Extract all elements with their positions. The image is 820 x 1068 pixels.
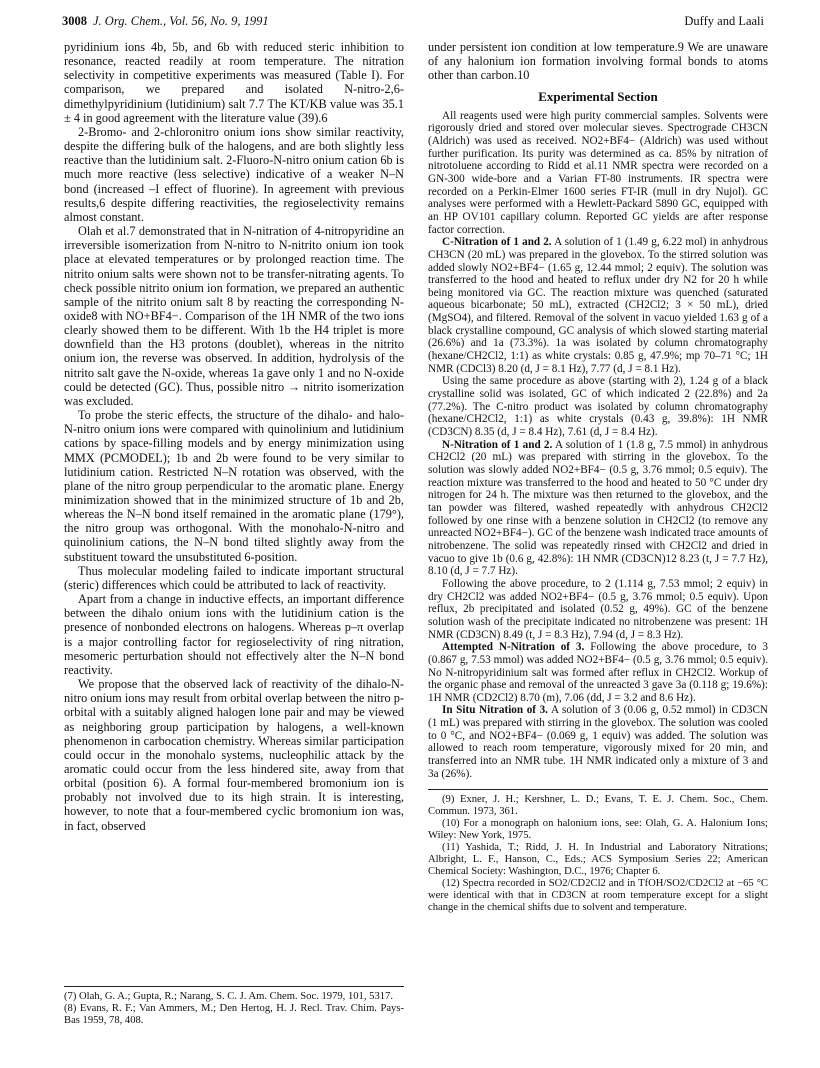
runin-heading: Attempted N-Nitration of 3. [442,641,585,654]
footnote: (7) Olah, G. A.; Gupta, R.; Narang, S. C. J. Am. Chem. Soc. 1979, 101, 5317. [64,991,393,1002]
footnote: (12) Spectra recorded in SO2/CD2Cl2 and in TfOH/SO2/CD2Cl2 at −65 °C were identical with that in CD3CN at room temperature except for a slight change in the chemical shifts due to solvent and temperature. [428,878,768,914]
paragraph: Olah et al.7 demonstrated that in N-nitration of 4-nitropyridine an irreversible isomerization from N-nitro to N-nitrito onium ion took place at elevated temperatures or by prolonged reaction time. The nitrito onium salts were shown not to be transfer-nitrating agents. To check possible nitrito onium ion formation, we prepared an authentic sample of the nitrito onium salt 8 by reacting the corresponding N-oxide8 with NO+BF4−. Comparison of the 1H NMR of the two ions clearly showed them to be different. With 1b the H4 triplet is more downfield than the H3 protons (doublet), whereas in the nitrito onium ion, the reverse was observed. In addition, hydrolysis of the nitrito salt gave the N-oxide, whereas 1a gave only 1 and no N-oxide could be detected (GC). Thus, possible nitro → nitrito isomerization was excluded. [64,224,404,408]
right-column [428,40,768,914]
paragraph: Following the above procedure, to 2 (1.114 g, 7.53 mmol; 2 equiv) in dry CH2Cl2 was added NO2+BF4− (0.5 g, 3.76 mmol; 0.5 equiv). Upon reflux, 2b precipitated and isolated (0.52 g, 49%). GC of the benzene solution wash of the precipitate indicated no nitrobenzene was present: 1H NMR (CD3CN) 8.49 (t, J = 8.3 Hz), 7.94 (d, J = 8.3 Hz). [428,577,768,641]
section-title: Experimental Section [538,89,658,105]
paragraph: under persistent ion condition at low temperature.9 We are unaware of any halonium ion formation involving formal bonds to atoms other than carbon.10 [428,40,768,83]
header-left [62,14,269,29]
paragraph [428,704,768,780]
paragraph: Using the same procedure as above (starting with 2), 1.24 g of a black crystalline solid was isolated, GC of which indicated 2 (22.8%) and 2a (77.2%). The C-nitro product was isolated by column chromatography (hexane/CH2Cl2, 1:1) as white crystals (0.43 g, 39.8%): 1H NMR (CD3CN) 8.35 (d, J = 8.4 Hz), 7.61 (d, J = 8.4 Hz). [428,375,768,439]
paragraph: We propose that the observed lack of reactivity of the dihalo-N-nitro onium ions may result from orbital overlap between the nitro p-orbital with a suitably aligned halogen lone pair and may be viewed as neighboring group participation by halogens, a well-known phenomenon in carbocation chemistry. Whereas similar participation could occur in the monohalo systems, nucleophilic attack by the aromatic could occur from the less hindered site, away from that orbital (position 6). A formal four-membered bromonium ion is probably not involved due to its high strain. It is interesting, however, to note that a four-membered cyclic bromonium ion was, in fact, observed [64,677,404,833]
runin-heading: C-Nitration of 1 and 2. [442,236,552,249]
paragraph [428,641,768,704]
left-column [64,40,404,833]
footnote: (8) Evans, R. F.; Van Ammers, M.; Den Hertog, H. J. Recl. Trav. Chim. Pays-Bas 1959, 78, 408. [64,1003,404,1026]
paragraph: Apart from a change in inductive effects, an important difference between the dihalo onium ions with the lutidinium cation is the presence of nonbonded electrons on halogens. Whereas p–π overlap is a major controlling factor for regioselectivity of ring nitration, mesomeric perturbation should not effectively alter the N–N bond reactivity. [64,592,404,677]
left-footnotes [64,977,404,1027]
paragraph [428,236,768,375]
footnote-rule [428,789,768,790]
paragraph: Thus molecular modeling failed to indicate important structural (steric) differences which could be attributed to lack of reactivity. [64,563,404,592]
footnote: (9) Exner, J. H.; Kershner, L. D.; Evans, T. E. J. Chem. Soc., Chem. Commun. 1973, 361. [428,794,768,818]
experimental-body [428,110,768,781]
header-authors: Duffy and Laali [684,14,764,28]
footnote: (11) Yashida, T.; Ridd, J. H. In Industrial and Laboratory Nitrations; Albright, L. F., Hanson, C., Eds.; ACS Symposium Series 22; American Chemical Society: Washington, D.C., 1976; Chapter 6. [428,842,768,878]
paragraph [428,439,768,578]
runin-heading: In Situ Nitration of 3. [442,704,548,717]
running-header [62,14,764,32]
footnote: (10) For a monograph on halonium ions, see: Olah, G. A. Halonium Ions; Wiley: New York, 1975. [428,818,768,842]
runin-heading: N-Nitration of 1 and 2. [442,438,553,451]
paragraph-text: Following the above procedure, to 3 (0.867 g, 7.53 mmol) was added NO2+BF4− (0.5 g, 3.76 mmol; 0.5 equiv). No N-nitropyridinium salt was formed after reflux in CH2Cl2. Workup of the organic phase and removal of the unreacted 3 gave 3a (0.118 g; 19.6%): 1H NMR (CD2Cl2) 8.70 (m), 7.06 (dd, J = 3.2 and 8.6 Hz). [428,641,768,704]
paragraph: pyridinium ions 4b, 5b, and 6b with reduced steric inhibition to resonance, reacted readily at room temperature. The nitration selectivity in competitive experiments was measured (Table I). For comparison, we prepared and isolated N-nitro-2,6-dimethylpyridinium (lutidinium) salt 7.7 The KT/KB value was 35.1 ± 4 in good agreement with the literature value (39).6 [64,40,404,125]
paragraph-text: A solution of 1 (1.8 g, 7.5 mmol) in anhydrous CH2Cl2 (20 mL) was prepared with stirring in the glovebox. To the solution was slowly added NO2+BF4− (0.5 g, 3.76 mmol; 0.5 equiv). The reaction mixture was transferred to the hood and heated to 50 °C under dry nitrogen for 24 h. The mixture was then returned to the glovebox, and the tan powder was filtered, washed repeatedly with anhydrous CH2Cl2 followed by one rinse with a benzene solution in CH2Cl2 (to remove any unreacted NO2+BF4−). GC of the benzene wash indicated trace amounts of nitrobenzene. The solid was repeatedly rinsed with CH2Cl2 and dried in vacuo to give 1b (0.6 g, 42.8%): 1H NMR (CD3CN)12 8.23 (t, J = 7.7 Hz), 8.10 (d, J = 7.7 Hz). [428,438,768,578]
paragraph-text: A solution of 1 (1.49 g, 6.22 mol) in anhydrous CH3CN (20 mL) was prepared in the glovebox. To the stirred solution was added slowly NO2+BF4− (1.65 g, 12.44 mmol; 2 equiv). The solution was transferred to the hood and heated to reflux under dry N2 for 20 h while being monitored via GC. The reaction mixture was quenched (saturated aqueous bicarbonate; 50 mL), extracted (CH2Cl2; 3 × 50 mL), dried (MgSO4), and filtered. Removal of the solvent in vacuo yielded 1.63 g of a black crystalline compound, GC analysis of which slowed starting material (26.6%) and 1a (73.3%). 1a was isolated by column chromatography (hexane/CH2Cl2, 1:1) as white crystals: 0.85 g, 47.9%; mp 70–71 °C; 1H NMR (CDCl3) 8.20 (d, J = 8.1 Hz), 7.77 (d, J = 8.1 Hz). [428,236,768,375]
journal-citation: J. Org. Chem., Vol. 56, No. 9, 1991 [93,14,269,28]
paragraph: To probe the steric effects, the structure of the dihalo- and halo-N-nitro onium ions were compared with quinolinium and lutidinium cations by space-filling models and by energy minimization using MMX (PCMODEL); 1b and 2b were found to be very similar to lutidinium cation. Restricted N–N rotation was observed, with the plane of the nitro group perpendicular to the aromatic plane. Energy minimization showed that in the minimized structure of 1b and 2b, whereas the N–N bond itself remained in the aromatic plane (179°), the nitro group was orthogonal. With the monohalo-N-nitro and quinolinium cations, the N–N bond tilted slightly away from the substituent toward the unsubstituted 6-position. [64,408,404,564]
footnote-rule [64,986,404,987]
page-number: 3008 [62,14,87,28]
paragraph-text: A solution of 3 (0.06 g, 0.52 mmol) in CD3CN (1 mL) was prepared with stirring in the glovebox. The solution was cooled to 0 °C, and NO2+BF4− (0.069 g, 1 equiv) was added. The solution was allowed to reach room temperature, vigorously mixed for 20 min, and transferred into an NMR tube. 1H NMR indicated only a mixture of 3 and 3a (26%). [428,704,769,780]
paragraph: All reagents used were high purity commercial samples. Solvents were rigorously dried and stored over molecular sieves. Spectrograde CH3CN (Aldrich) was used as received. NO2+BF4− (Aldrich) was used without further purification. Its purity was determined as ca. 85% by nitration of nitrotoluene according to Ridd et al.11 NMR spectra were recorded on a GN-300 wide-bore and a Varian FT-80 instruments. IR spectra were recorded on a Perkin-Elmer 1600 series FT-IR (mull in dry Nujol). GC analyses were performed with a Hewlett-Packard 5890 GC, equipped with an HP OV101 capillary column. Reported GC yields are after response factor correction. [428,109,768,236]
paragraph: 2-Bromo- and 2-chloronitro onium ions show similar reactivity, despite the differing bulk of the halogens, and are both slightly less reactive than the lutidinium salt. 2-Fluoro-N-nitro onium cation 6b is much more reactive (less selective) indicative of a weaker N–N bond (increased –I effect of fluorine). In agreement with previous results,6 despite differing reactivities, the regioselectivity remains almost constant. [64,124,404,224]
